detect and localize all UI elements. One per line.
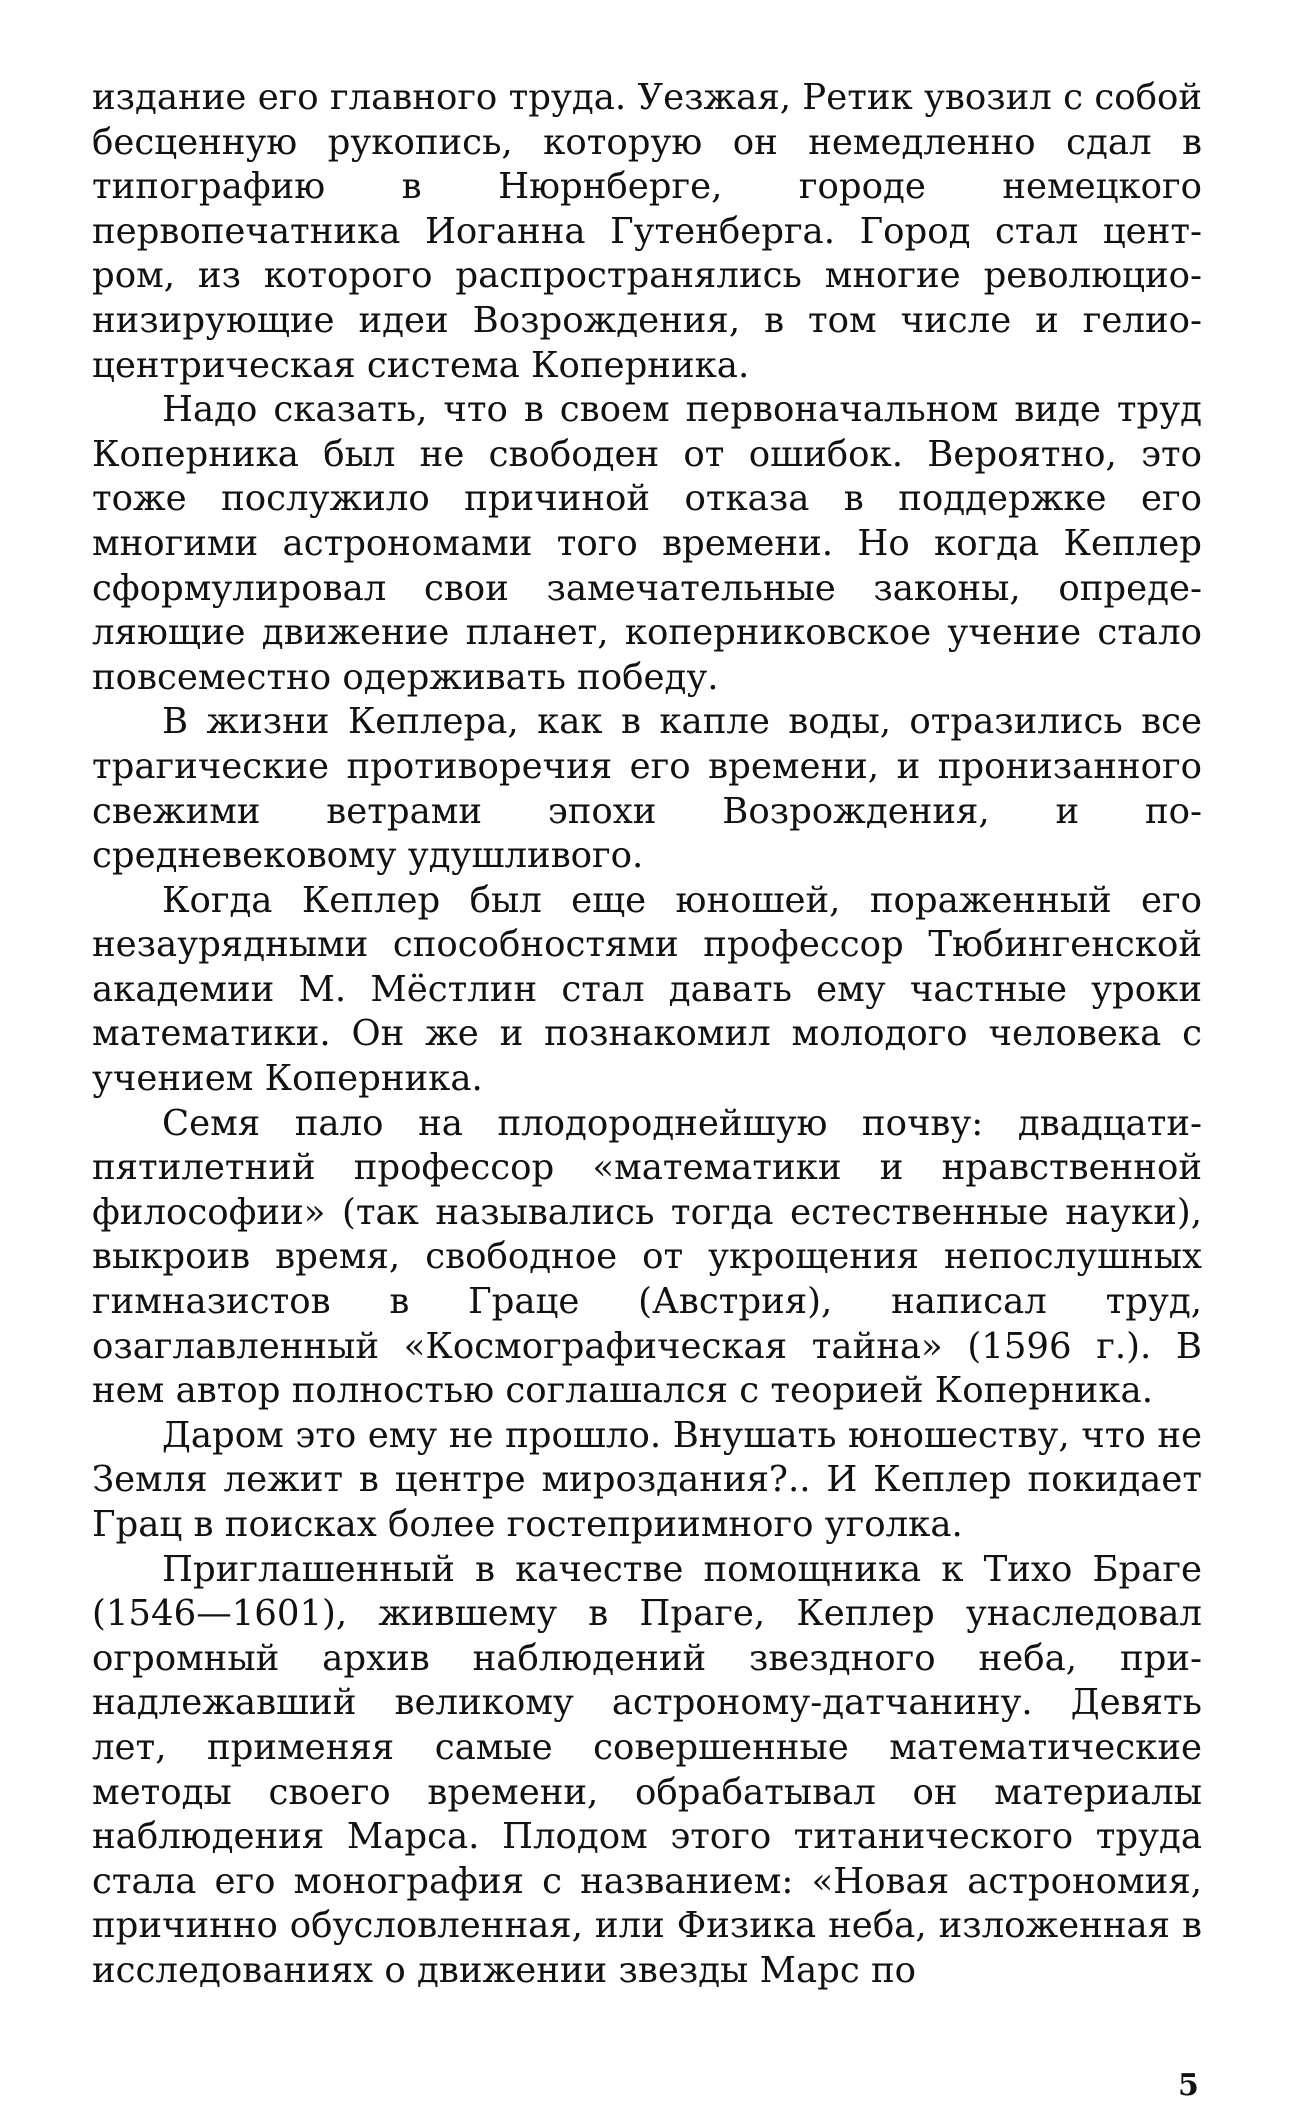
- paragraph-4: Когда Кеплер был еще юношей, пораженный его незаурядными способностями профессор Тюбингенской академии М. Мёстлин стал давать ему частные уроки математики. Он же и познакомил молодого человека с учением Коперника.: [92, 879, 1202, 1100]
- book-page-text: [92, 76, 1202, 1994]
- paragraph-7: Приглашенный в качестве помощника к Тихо Браге (1546—1601), жившему в Праге, Кеплер унаследовал огромный архив наблюдений звездного неба, принадлежавший великому астроному-датчанину. Девять лет, применяя самые совершенные математические методы своего времени, обрабатывал он материалы наблюдения Марса. Плодом этого титанического труда стала его монография с названием: «Новая астрономия, причинно обусловленная, или Физика неба, изложенная в исследованиях о движении звезды Марс по: [92, 1548, 1202, 1991]
- paragraph-5: Семя пало на плодороднейшую почву: двадцатипятилетний профессор «математики и нравственной философии» (так назывались тогда естественные науки), выкроив время, свободное от укрощения непослушных гимназистов в Граце (Австрия), написал труд, озаглавленный «Космографическая тайна» (1596 г.). В нем автор полностью соглашался с теорией Коперника.: [92, 1102, 1202, 1412]
- paragraph-6: Даром это ему не прошло. Внушать юношеству, что не Земля лежит в центре мироздания?.. И Кеплер покидает Грац в поисках более гостеприимного уголка.: [92, 1414, 1202, 1545]
- paragraph-2: Надо сказать, что в своем первоначальном виде труд Коперника был не свободен от ошибок. Вероятно, это тоже послужило причиной отказа в поддержке его многими астрономами того времени. Но когда Кеплер сформулировал свои замечательные законы, определяющие движение планет, коперниковское учение стало повсеместно одерживать победу.: [92, 389, 1202, 698]
- paragraph-1: издание его главного труда. Уезжая, Ретик увозил с собой бесценную рукопись, которую он немедленно сдал в типографию в Нюрнберге, городе немецкого первопечатника Иоганна Гутенберга. Город стал центром, из которого распространялись многие революционизирующие идеи Возрождения, в том числе и гелиоцентрическая система Коперника.: [92, 77, 1202, 386]
- page-number: 5: [1178, 2068, 1199, 2103]
- paragraph-3: В жизни Кеплера, как в капле воды, отразились все трагические противоречия его времени, и пронизанного свежими ветрами эпохи Возрождения, и посредневековому удушливого.: [92, 701, 1202, 877]
